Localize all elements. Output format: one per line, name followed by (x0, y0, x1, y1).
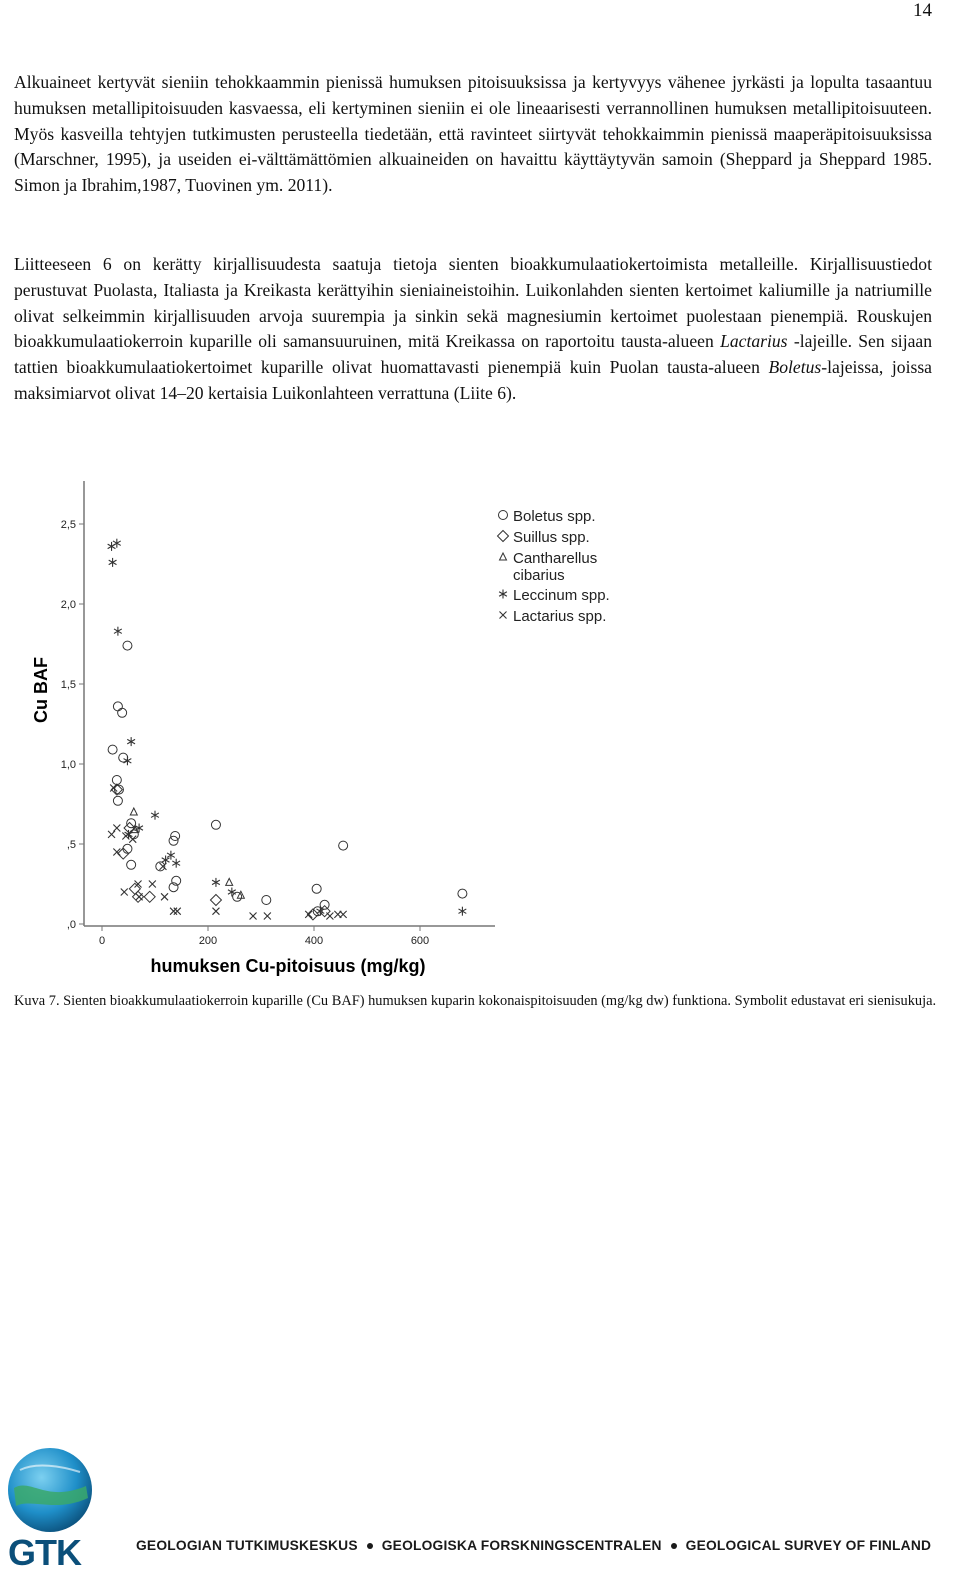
point-leccinum-spp (108, 542, 116, 551)
legend-marker (498, 531, 509, 542)
point-lactarius-spp (174, 908, 181, 915)
legend-item (500, 608, 607, 625)
legend-item (500, 550, 598, 584)
point-leccinum-spp (172, 859, 180, 868)
legend-label-line: cibarius (513, 567, 565, 584)
footer-org-names (136, 1538, 954, 1553)
y-axis-label: Cu BAF (31, 657, 51, 723)
point-leccinum-spp (124, 756, 132, 765)
point-boletus-spp (123, 641, 132, 650)
y-tick-label: 1,5 (60, 679, 76, 691)
point-lactarius-spp (250, 913, 257, 920)
legend-label (513, 529, 590, 546)
point-cantharellus-cibarius (130, 808, 137, 815)
legend-label (513, 608, 606, 625)
point-lactarius-spp (212, 908, 219, 915)
bullet-separator (367, 1543, 373, 1549)
point-lactarius-spp (326, 913, 333, 920)
point-lactarius-spp (113, 825, 120, 832)
org-name-en: GEOLOGICAL SURVEY OF FINLAND (685, 1538, 932, 1553)
gtk-logo (6, 1448, 102, 1578)
point-boletus-spp (312, 884, 321, 893)
legend-item (499, 587, 610, 604)
scatter-chart (0, 478, 960, 978)
legend-label-line: Lactarius spp. (513, 608, 607, 625)
x-axis-label: humuksen Cu-pitoisuus (mg/kg) (150, 956, 426, 976)
legend-label (513, 587, 610, 604)
x-tick-label: 0 (98, 935, 106, 947)
point-boletus-spp (112, 776, 121, 785)
point-boletus-spp (211, 820, 220, 829)
point-leccinum-spp (113, 539, 121, 548)
text-run: -lajeissa, joissa maksimiarvot olivat 14–20 kertaisia Luikonlahteen verrattuna (Liite 6). (14, 357, 932, 403)
point-leccinum-spp (127, 737, 135, 746)
legend-label (513, 550, 597, 584)
legend-label-line: Suillus spp. (513, 529, 590, 546)
x-tick-label: 400 (304, 935, 324, 947)
point-suillus-spp (144, 891, 155, 902)
org-name-sv: GEOLOGISKA FORSKNINGSCENTRALEN (381, 1538, 662, 1553)
text-run: Liitteeseen 6 on kerätty kirjallisuudesta saatuja tietoja sienten bioakkumulaatiokertoimista metalleille. Kirjallisuustiedot perustuvat Puolasta, Italiasta ja Kreikasta kerättyihin sieniaineistoihin. Luikonlahden sienten kertoimet kaliumille ja natriumille olivat selkeimmin kirjallisuuden arvoja suurempia ja sinkin sekä magnesiumin kertoimet puolestaan pienempiä. Rouskujen bioakkumulaatiokerroin kuparille oli samansuuruinen, mitä Kreikassa on raportoitu tausta-alueen (14, 254, 932, 352)
point-lactarius-spp (340, 911, 347, 918)
text-run: -lajeille. Sen sijaan tattien bioakkumulaatiokertoimet kuparille olivat huomattavasti pienempiä kuin Puolan tausta-alueen (14, 331, 933, 378)
text-run: Alkuaineet kertyvät sieniin tehokkaammin pienissä humuksen pitoisuuksissa ja kertyvyys vähenee jyrkästi ja lopulta tasaantuu humuksen metallipitoisuuden kasvaessa, eli kertyminen sieniin ei ole lineaarisesti verrannollinen humuksen metallipitoisuuteen. Myös kasveilla tehtyjen tutkimusten perusteella tiedetään, että ravinteet siirtyvät tehokkaimmin pienissä maaperäpitoisuuksissa (Marschner, 1995), ja useiden ei-välttämättömien alkuaineiden on havaittu käyttäytyvän samoin (Sheppard ja Sheppard 1985. Simon ja Ibrahim,1987, Tuovinen ym. 2011). (14, 72, 932, 196)
point-boletus-spp (113, 702, 122, 711)
y-tick-label: ,5 (66, 839, 76, 851)
legend-label (513, 508, 596, 525)
legend-marker (499, 590, 507, 599)
point-lactarius-spp (159, 863, 166, 870)
point-leccinum-spp (114, 627, 122, 636)
point-lactarius-spp (121, 889, 128, 896)
point-leccinum-spp (316, 907, 324, 916)
paragraph-1 (14, 70, 932, 199)
x-tick-label: 200 (198, 935, 218, 947)
point-leccinum-spp (151, 811, 159, 820)
legend-label-line: Cantharellus (513, 550, 598, 567)
legend-marker (499, 511, 508, 520)
point-lactarius-spp (170, 908, 177, 915)
x-tick-label: 600 (410, 935, 430, 947)
point-lactarius-spp (305, 911, 312, 918)
point-leccinum-spp (212, 878, 220, 887)
chart-axes (84, 481, 495, 926)
page-number: 14 (913, 0, 932, 21)
y-tick-label: 2,0 (60, 599, 76, 611)
point-lactarius-spp (264, 913, 271, 920)
legend-marker (500, 553, 507, 560)
point-boletus-spp (339, 841, 348, 850)
chart-points (108, 539, 467, 920)
point-lactarius-spp (149, 881, 156, 888)
point-lactarius-spp (161, 893, 168, 900)
y-tick-label: 1,0 (60, 759, 76, 771)
point-lactarius-spp (108, 831, 115, 838)
point-boletus-spp (108, 745, 117, 754)
bullet-separator (671, 1543, 677, 1549)
point-suillus-spp (210, 895, 221, 906)
figure-caption: Kuva 7. Sienten bioakkumulaatiokerroin kuparille (Cu BAF) humuksen kuparin kokonaispitoisuuden (mg/kg dw) funktiona. Symbolit edustavat eri sienisukuja. (14, 993, 937, 1009)
point-lactarius-spp (110, 785, 117, 792)
point-boletus-spp (169, 836, 178, 845)
legend-item (499, 508, 596, 525)
point-leccinum-spp (109, 558, 117, 567)
point-boletus-spp (262, 896, 271, 905)
y-tick-label: 2,5 (60, 519, 76, 531)
org-name-fi: GEOLOGIAN TUTKIMUSKESKUS (136, 1538, 358, 1553)
legend-marker (500, 612, 507, 619)
paragraph-2 (14, 252, 932, 407)
point-boletus-spp (118, 708, 127, 717)
point-boletus-spp (127, 860, 136, 869)
point-cantharellus-cibarius (226, 878, 233, 885)
legend-label-line: Leccinum spp. (513, 587, 610, 604)
y-tick-label: ,0 (66, 919, 76, 931)
italic-term: Boletus (768, 357, 822, 378)
chart-ticks (61, 519, 429, 947)
italic-term: Lactarius (720, 331, 788, 352)
legend-label-line: Boletus spp. (513, 508, 596, 525)
logo-text: GTK (8, 1532, 81, 1573)
point-leccinum-spp (459, 907, 467, 916)
point-boletus-spp (458, 889, 467, 898)
chart-legend (498, 508, 610, 625)
point-boletus-spp (171, 832, 180, 841)
point-boletus-spp (113, 796, 122, 805)
point-leccinum-spp (228, 888, 236, 897)
figure-cu-baf (0, 478, 960, 978)
legend-item (498, 529, 590, 546)
point-lactarius-spp (136, 893, 143, 900)
